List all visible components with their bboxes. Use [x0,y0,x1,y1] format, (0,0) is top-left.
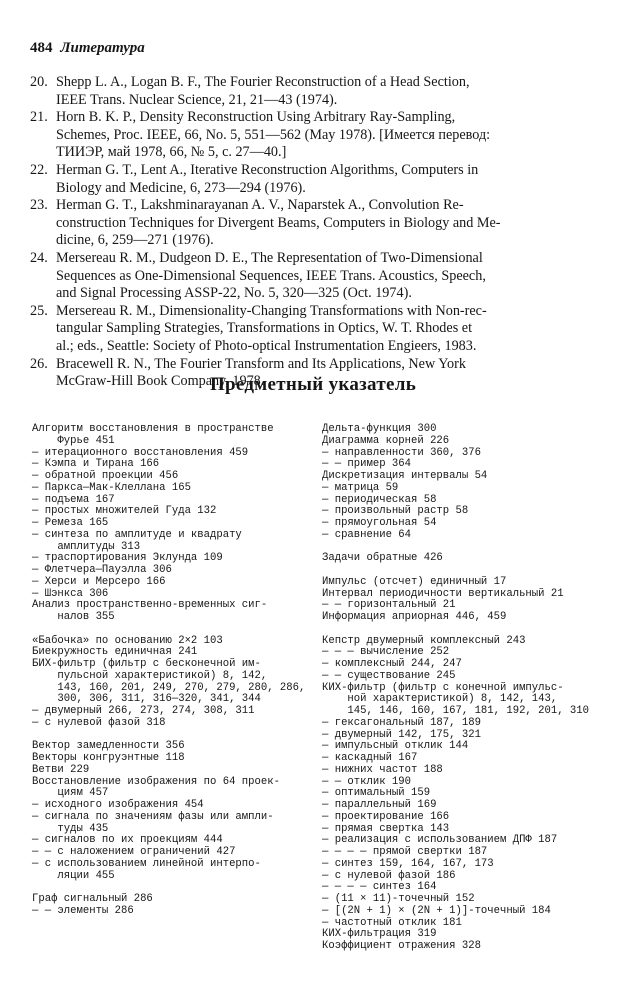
page-number: 484 [30,40,53,56]
index-entry: Дискретизация интервалы 54 [322,470,488,482]
reference-text [56,250,596,303]
index-entry: Задачи обратные 426 [322,552,443,565]
index-entry: 145, 146, 160, 167, 181, 192, 201, 310 [322,705,590,717]
index-entry: Алгоритм восстановления в пространстве [32,423,274,435]
index-entry: — обратной проекции 456 [32,470,179,482]
index-entry: Анализ пространственно-временных сиг- [32,599,268,612]
reference-item [30,250,596,303]
index-entry: — импульсный отклик 144 [322,740,469,753]
index-entry: Граф сигнальный 286 [32,893,153,905]
index-title: Предметный указатель [209,374,417,395]
reference-text [56,303,596,356]
reference-line: Bracewell R. N., The Fourier Transform and Its Applications, New York [56,355,466,372]
reference-item [30,303,596,356]
index-entry: Диаграмма корней 226 [322,434,450,447]
index-entry: — траспортирования Эклунда 109 [32,552,223,565]
index-entry: Вектор замедленности 356 [32,740,185,753]
reference-text [56,197,596,250]
index-entry: — сигнала по значениям фазы или ампли- [32,810,274,823]
index-entry: — сигналов по их проекциям 444 [32,834,223,847]
reference-number: 20. [30,74,48,90]
page-header [30,40,145,57]
reference-list [30,74,596,391]
index-entry: Фурье 451 [32,434,115,447]
reference-text [56,74,596,109]
reference-line: McGraw-Hill Book Company, 1978. [56,373,265,390]
index-entry: циям 457 [32,787,109,800]
reference-line: Mersereau R. M., Dimensionality-Changing Transformations with Non-rec- [56,302,487,319]
index-entry: — направленности 360, 376 [322,446,481,459]
index-entry: — — — — прямой свертки 187 [322,846,488,858]
index-entry: — — существование 245 [322,669,456,682]
index-entry: — (11 × 11)-точечный 152 [322,893,475,905]
index-column-left [32,424,310,918]
index-spacer [322,624,602,636]
reference-number: 23. [30,197,48,214]
index-entry: Интервал периодичности вертикальный 21 [322,587,564,600]
index-entry: — — — — синтез 164 [322,881,437,894]
index-entry: — прямоугольная 54 [322,517,437,529]
index-entry: — прямая свертка 143 [322,822,450,835]
index-entry: — синтеза по амплитуде и квадрату [32,528,242,541]
index-entry: налов 355 [32,611,115,623]
reference-item [30,74,596,109]
index-entry: туды 435 [32,822,109,835]
index-entry: — подъема 167 [32,493,115,506]
index-entry: — двумерный 142, 175, 321 [322,728,481,741]
index-entry: — реализация с использованием ДПФ 187 [322,834,558,847]
index-entry: — комплексный 244, 247 [322,658,462,670]
index-entry: — — пример 364 [322,458,412,471]
reference-line: Horn B. K. P., Density Reconstruction Using Arbitrary Ray-Sampling, [56,109,456,126]
index-entry: Дельта-функция 300 [322,423,437,435]
index-entry: ляции 455 [32,869,115,882]
index-entry: — матрица 59 [322,481,399,494]
reference-number: 26. [30,355,48,372]
reference-item [30,109,596,162]
index-entry: — итерационного восстановления 459 [32,446,249,459]
index-entry: — сравнение 64 [322,528,412,541]
index-entry: Информация априорная 446, 459 [322,611,507,623]
index-spacer [322,565,602,577]
index-entry: — нижних частот 188 [322,763,443,776]
index-entry: — периодическая 58 [322,493,437,506]
reference-line: Sequences as One-Dimensional Sequences, IEEE Trans. Acoustics, Speech, [56,267,486,284]
reference-line: Mersereau R. M., Dudgeon D. E., The Representation of Two-Dimensional [56,249,483,266]
index-entry: — — с наложением ограничений 427 [32,846,236,858]
index-entry: — Флетчера—Пауэлла 306 [32,564,172,576]
index-entry: Биекружность единичная 241 [32,646,198,659]
index-entry: БИХ-фильтр (фильтр с бесконечной им- [32,658,261,670]
index-entry: — произвольный растр 58 [322,505,469,518]
reference-line: IEEE Trans. Nuclear Science, 21, 21—43 (1974). [56,91,338,108]
index-entry: — частотный отклик 181 [322,916,462,929]
reference-text [56,109,596,162]
reference-line: ТИИЭР, май 1978, 66, № 5, с. 27—40.] [56,144,287,161]
index-entry: ной характеристикой) 8, 142, 143, [322,693,558,706]
index-entry: амплитуды 313 [32,540,141,553]
reference-item [30,197,596,250]
reference-item [30,162,596,197]
index-entry: пульсной характеристикой) 8, 142, [32,669,268,682]
index-entry: — гексагональный 187, 189 [322,716,481,729]
index-entry: — проектирование 166 [322,810,450,823]
index-entry: — — элементы 286 [32,904,134,917]
index-entry: — — — вычисление 252 [322,646,450,659]
index-entry: Ветви 229 [32,763,90,776]
index-entry: — — горизонтальный 21 [322,599,456,612]
reference-line: construction Techniques for Divergent Beams, Computers in Biology and Me- [56,214,501,231]
index-entry: — каскадный 167 [322,752,418,764]
reference-number: 25. [30,302,48,319]
index-entry: Восстановление изображения по 64 проек- [32,775,280,788]
reference-line: Biology and Medicine, 6, 273—294 (1976). [56,179,306,196]
index-column-right [322,424,602,953]
index-entry: — двумерный 266, 273, 274, 308, 311 [32,705,255,717]
index-entry: — исходного изображения 454 [32,799,204,811]
index-spacer [32,624,310,636]
index-entry: КИХ-фильтр (фильтр с конечной импульс- [322,681,564,694]
index-entry: Кепстр двумерный комплексный 243 [322,634,526,647]
index-entry: — с нулевой фазой 186 [322,869,456,882]
index-entry: — Кэмпа и Тирана 166 [32,458,160,471]
index-entry: — синтез 159, 164, 167, 173 [322,857,494,870]
index-entry: Коэффициент отражения 328 [322,940,481,952]
reference-line: and Signal Processing ASSP-22, No. 5, 320—325 (Oct. 1974). [56,285,412,302]
reference-line: Schemes, Proc. IEEE, 66, No. 5, 551—562 (May 1978). [Имеется перевод: [56,126,491,143]
index-entry: — Херси и Мерсеро 166 [32,575,166,588]
index-entry: 300, 306, 311, 316—320, 341, 344 [32,693,261,706]
index-entry: Импульс (отсчет) единичный 17 [322,575,507,588]
index-entry: — с нулевой фазой 318 [32,716,166,729]
index-entry: — простых множителей Гуда 132 [32,505,217,518]
reference-number: 22. [30,161,48,178]
reference-text [56,162,596,197]
reference-line: Shepp L. A., Logan B. F., The Fourier Reconstruction of a Head Section, [56,74,470,90]
reference-number: 21. [30,109,48,126]
index-entry: — с использованием линейной интерпо- [32,857,261,870]
index-entry: — Ремеза 165 [32,517,109,529]
reference-line: Herman G. T., Lakshminarayanan A. V., Naparstek A., Convolution Re- [56,197,464,214]
reference-line: al.; eds., Seattle: Society of Photo-optical Instrumentation Engieers, 1983. [56,337,477,354]
index-entry: — Шэнкса 306 [32,587,109,600]
index-entry: — оптимальный 159 [322,787,431,800]
index-entry: — [(2N + 1) × (2N + 1)]-точечный 184 [322,904,551,917]
reference-line: dicine, 6, 259—271 (1976). [56,232,214,249]
index-entry: — Паркса—Мак-Клеллана 165 [32,481,191,494]
index-entry: 143, 160, 201, 249, 270, 279, 280, 286, [32,681,306,694]
index-entry: Векторы конгруэнтные 118 [32,752,185,764]
reference-line: tangular Sampling Strategies, Transformations in Optics, W. T. Rhodes et [56,320,473,337]
reference-number: 24. [30,249,48,266]
reference-line: Herman G. T., Lent A., Iterative Reconstruction Algorithms, Computers in [56,161,479,178]
index-entry: — параллельный 169 [322,799,437,811]
index-entry: «Бабочка» по основанию 2×2 103 [32,634,223,647]
index-entry: — — отклик 190 [322,775,412,788]
index-entry: КИХ-фильтрация 319 [322,928,437,941]
running-title: Литература [60,40,145,56]
